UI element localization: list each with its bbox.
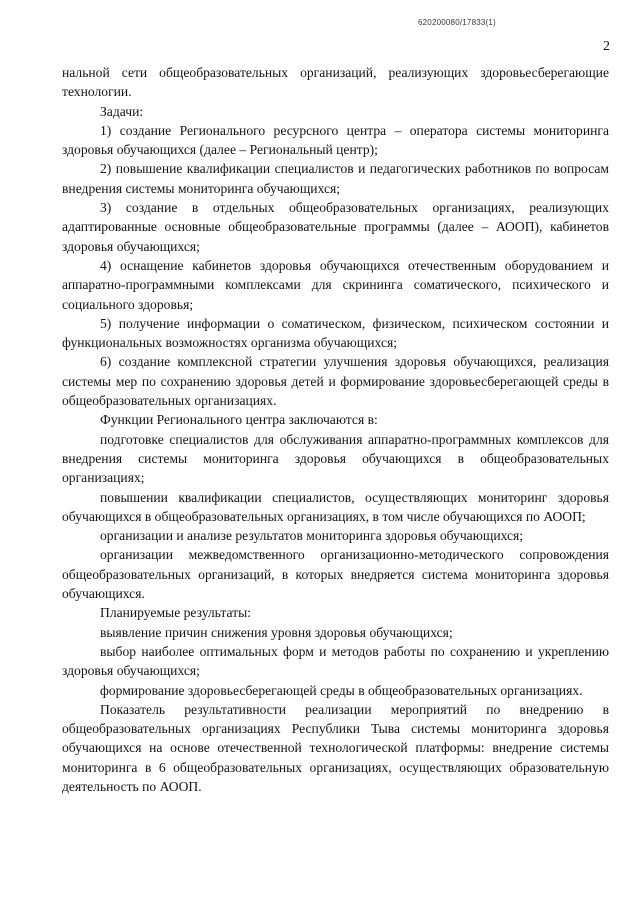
paragraph-result-1: выявление причин снижения уровня здоровья обучающихся; — [100, 624, 453, 640]
document-id: 620200080/17833(1) — [418, 18, 496, 27]
paragraph-tasks-heading: Задачи: — [100, 103, 144, 119]
paragraph-task-5: 5) получение информации о соматическом, физическом, психическом состоянии и функциональных возможностях организма обучающихся; — [62, 315, 609, 351]
page-number: 2 — [603, 39, 610, 54]
paragraph-performance-indicator: Показатель результативности реализации мероприятий по внедрению в общеобразовательных организациях Республики Тыва системы мониторинга здоровья обучающихся на основе отечественной технологической платформы: внедрение системы мониторинга в 6 общеобразовательных организациях, осуществляющих образовательную деятельность по АООП. — [62, 701, 609, 794]
paragraph-results-heading: Планируемые результаты: — [100, 605, 252, 621]
paragraph-function-1: подготовке специалистов для обслуживания аппаратно-программных комплексов для внедрения системы мониторинга здоровья обучающихся в общеобразовательных организациях; — [62, 431, 609, 486]
paragraph-task-2: 2) повышение квалификации специалистов и педагогических работников по вопросам внедрения системы мониторинга обучающихся; — [62, 161, 609, 196]
paragraph-task-6: 6) создание комплексной стратегии улучшения здоровья обучающихся, реализация системы мер по сохранению здоровья детей и формирование здоровьесберегающей среды в общеобразовательных организациях. — [62, 354, 609, 409]
paragraph-function-4: организации межведомственного организационно-методического сопровождения общеобразовательных организаций, в которых внедряется система мониторинга здоровья обучающихся. — [62, 547, 609, 602]
paragraph-result-2: выбор наиболее оптимальных форм и методов работы по сохранению и укреплению здоровья обучающихся; — [62, 643, 609, 679]
paragraph-function-3: организации и анализе результатов мониторинга здоровья обучающихся; — [100, 528, 524, 544]
document-body — [62, 63, 609, 796]
paragraph-task-3: 3) создание в отдельных общеобразовательных организациях, реализующих адаптированные основные общеобразовательные программы (далее – АООП), кабинетов здоровья обучающихся; — [62, 200, 609, 254]
paragraph-functions-heading: Функции Регионального центра заключаются в: — [100, 412, 378, 428]
paragraph-continuation: нальной сети общеобразовательных организаций, реализующих здоровьесберегающие технологии. — [62, 65, 609, 100]
paragraph-result-3: формирование здоровьесберегающей среды в общеобразовательных организациях. — [100, 682, 583, 698]
paragraph-task-4: 4) оснащение кабинетов здоровья обучающихся отечественным оборудованием и аппаратно-программными комплексами для скрининга соматического, психического и социального здоровья; — [62, 257, 609, 312]
paragraph-function-2: повышении квалификации специалистов, осуществляющих мониторинг здоровья обучающихся в общеобразовательных организациях, в том числе обучающихся по АООП; — [62, 489, 609, 524]
paragraph-task-1: 1) создание Регионального ресурсного центра – оператора системы мониторинга здоровья обучающихся (далее – Региональный центр); — [62, 122, 609, 158]
